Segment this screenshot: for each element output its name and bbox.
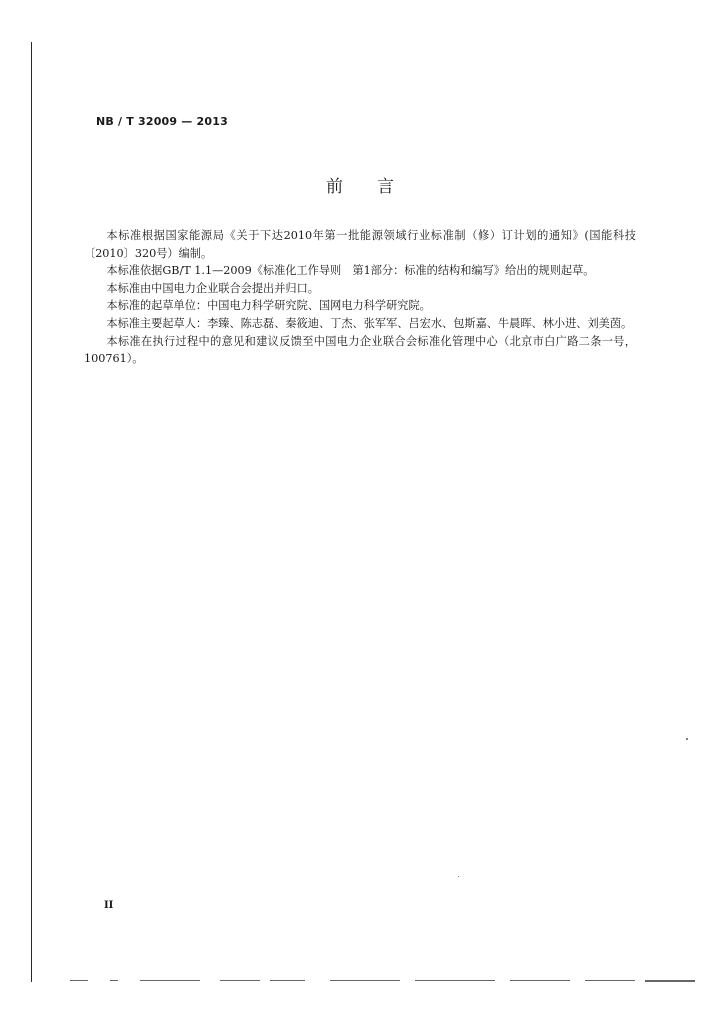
standard-number: NB / T 32009 — 2013 xyxy=(96,115,228,128)
scan-speck xyxy=(458,876,459,877)
paragraph-feedback: 本标准在执行过程中的意见和建议反馈至中国电力企业联合会标准化管理中心（北京市白广路二条一号，100761）。 xyxy=(84,334,636,366)
page-number: II xyxy=(104,900,114,911)
paragraph-basis: 本标准根据国家能源局《关于下达2010年第一批能源领域行业标准制（修）订计划的通知》(国能科技〔2010〕320号）编制。 xyxy=(84,229,636,260)
scan-speck xyxy=(686,738,688,740)
paragraph-proposer: 本标准由中国电力企业联合会提出并归口。 xyxy=(106,281,319,295)
foreword-body xyxy=(84,227,636,368)
paragraph-drafting-rules: 本标准依据GB/T 1.1—2009《标准化工作导则 第1部分：标准的结构和编写》给出的规则起草。 xyxy=(106,264,595,278)
paragraph-drafting-units: 本标准的起草单位：中国电力科学研究院、国网电力科学研究院。 xyxy=(106,299,431,313)
paragraph-drafters: 本标准主要起草人：李臻、陈志磊、秦筱迪、丁杰、张军军、吕宏水、包斯嘉、牛晨晖、林小进、刘美茵。 xyxy=(106,316,633,330)
scan-artifact-footer xyxy=(70,980,695,984)
section-title: 前言 xyxy=(326,177,428,197)
